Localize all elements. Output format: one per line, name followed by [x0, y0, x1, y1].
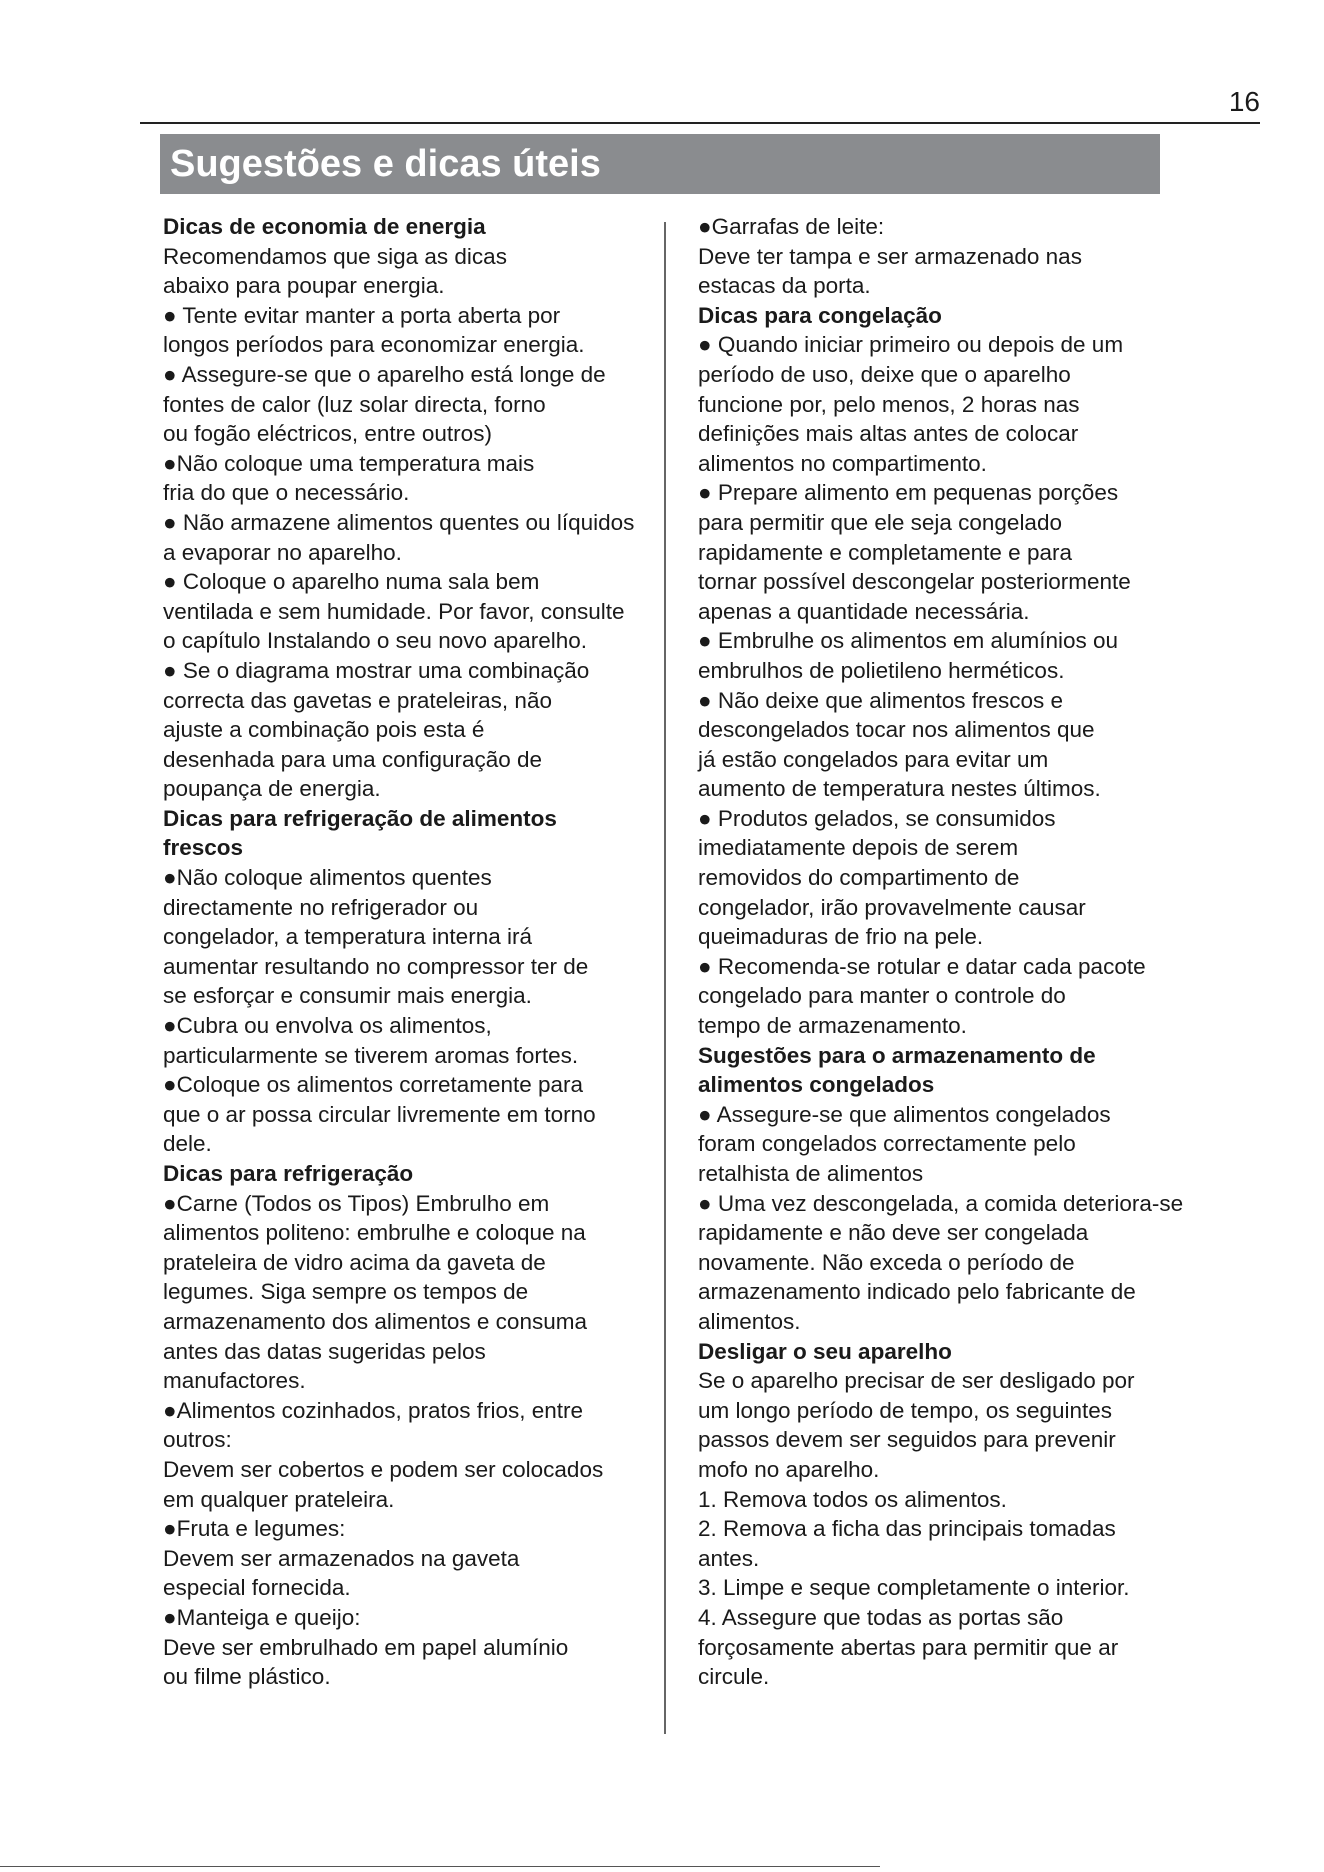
paragraph: 4. Assegure que todas as portas são forçosamente abertas para permitir que ar circule. — [698, 1604, 1119, 1690]
paragraph: ● Produtos gelados, se consumidos imediatamente depois de serem removidos do compartimento de congelador, irão provavelmente causar queimaduras de frio na pele. — [698, 805, 1086, 950]
right-column — [698, 212, 1258, 1692]
section-heading: Dicas para refrigeração de alimentos frescos — [163, 805, 557, 861]
paragraph: ●Manteiga e queijo: Deve ser embrulhado em papel alumínio ou filme plástico. — [163, 1604, 569, 1690]
section-heading: Dicas para congelação — [698, 302, 942, 328]
column-divider — [664, 222, 666, 1734]
section-heading: Dicas para refrigeração — [163, 1161, 414, 1186]
paragraph: ● Não deixe que alimentos frescos e descongelados tocar nos alimentos que já estão congelados para evitar um aumento de temperatura nestes últimos. — [698, 687, 1101, 802]
footer-rule — [0, 1866, 880, 1867]
paragraph: ● Uma vez descongelada, a comida deteriora-se rapidamente e não deve ser congelada novamente. Não exceda o período de armazenamento indicado pelo fabricante de alimentos. — [698, 1190, 1184, 1334]
paragraph: ● Assegure-se que alimentos congelados foram congelados correctamente pelo retalhista de alimentos — [698, 1101, 1111, 1186]
paragraph: Se o aparelho precisar de ser desligado por um longo período de tempo, os seguintes passos devem ser seguidos para prevenir mofo no aparelho. — [698, 1368, 1135, 1482]
left-column — [163, 212, 663, 1692]
paragraph: ●Não coloque alimentos quentes directamente no refrigerador ou congelador, a temperatura interna irá aumentar resultando no compressor ter de se esforçar e consumir mais energia. — [163, 865, 589, 1009]
paragraph: 1. Remova todos os alimentos. — [698, 1486, 1007, 1512]
paragraph: ● Se o diagrama mostrar uma combinação correcta das gavetas e prateleiras, não ajuste a combinação pois esta é desenhada para uma configuração de poupança de energia. — [163, 657, 590, 802]
paragraph: ●Cubra ou envolva os alimentos, particularmente se tiverem aromas fortes. — [163, 1013, 579, 1068]
section-heading: Desligar o seu aparelho — [698, 1338, 952, 1364]
section-title: Sugestões e dicas úteis — [160, 134, 1160, 194]
paragraph: ● Prepare alimento em pequenas porções para permitir que ele seja congelado rapidamente e completamente e para tornar possível descongelar posteriormente apenas a quantidade necessária. — [698, 480, 1131, 624]
page-number: 16 — [1228, 86, 1260, 117]
paragraph: ●Coloque os alimentos corretamente para que o ar possa circular livremente em torno dele. — [163, 1072, 596, 1157]
paragraph: ●Carne (Todos os Tipos) Embrulho em alimentos politeno: embrulhe e coloque na prateleira de vidro acima da gaveta de legumes. Siga sempre os tempos de armazenamento dos alimentos e consuma antes das datas sugeridas pelos manufactores. — [163, 1190, 587, 1394]
section-heading: Dicas de economia de energia — [163, 214, 486, 239]
paragraph: ● Assegure-se que o aparelho está longe de fontes de calor (luz solar directa, forno ou fogão eléctricos, entre outros) — [163, 361, 606, 447]
paragraph: ● Quando iniciar primeiro ou depois de um período de uso, deixe que o aparelho funcione por, pelo menos, 2 horas nas definições mais altas antes de colocar alimentos no compartimento. — [698, 332, 1124, 476]
paragraph: ● Embrulhe os alimentos em alumínios ou embrulhos de polietileno herméticos. — [698, 628, 1119, 683]
paragraph: ●Fruta e legumes: Devem ser armazenados na gaveta especial fornecida. — [163, 1516, 520, 1601]
paragraph: ●Não coloque uma temperatura mais fria do que o necessário. — [163, 450, 535, 506]
paragraph: ● Coloque o aparelho numa sala bem ventilada e sem humidade. Por favor, consulte o capítulo Instalando o seu novo aparelho. — [163, 569, 625, 654]
paragraph: Recomendamos que siga as dicas abaixo para poupar energia. — [163, 243, 507, 299]
section-heading: Sugestões para o armazenamento de alimentos congelados — [698, 1042, 1096, 1098]
paragraph: ● Recomenda-se rotular e datar cada pacote congelado para manter o controle do tempo de armazenamento. — [698, 953, 1146, 1039]
paragraph: ● Não armazene alimentos quentes ou líquidos a evaporar no aparelho. — [163, 509, 635, 565]
header-rule — [140, 122, 1260, 124]
paragraph: 2. Remova a ficha das principais tomadas antes. — [698, 1516, 1116, 1571]
paragraph: 3. Limpe e seque completamente o interior. — [698, 1575, 1130, 1601]
paragraph: ●Garrafas de leite: Deve ter tampa e ser armazenado nas estacas da porta. — [698, 214, 1082, 299]
paragraph: ● Tente evitar manter a porta aberta por longos períodos para economizar energia. — [163, 302, 585, 358]
paragraph: ●Alimentos cozinhados, pratos frios, entre outros: Devem ser cobertos e podem ser colocados em qualquer prateleira. — [163, 1397, 604, 1512]
